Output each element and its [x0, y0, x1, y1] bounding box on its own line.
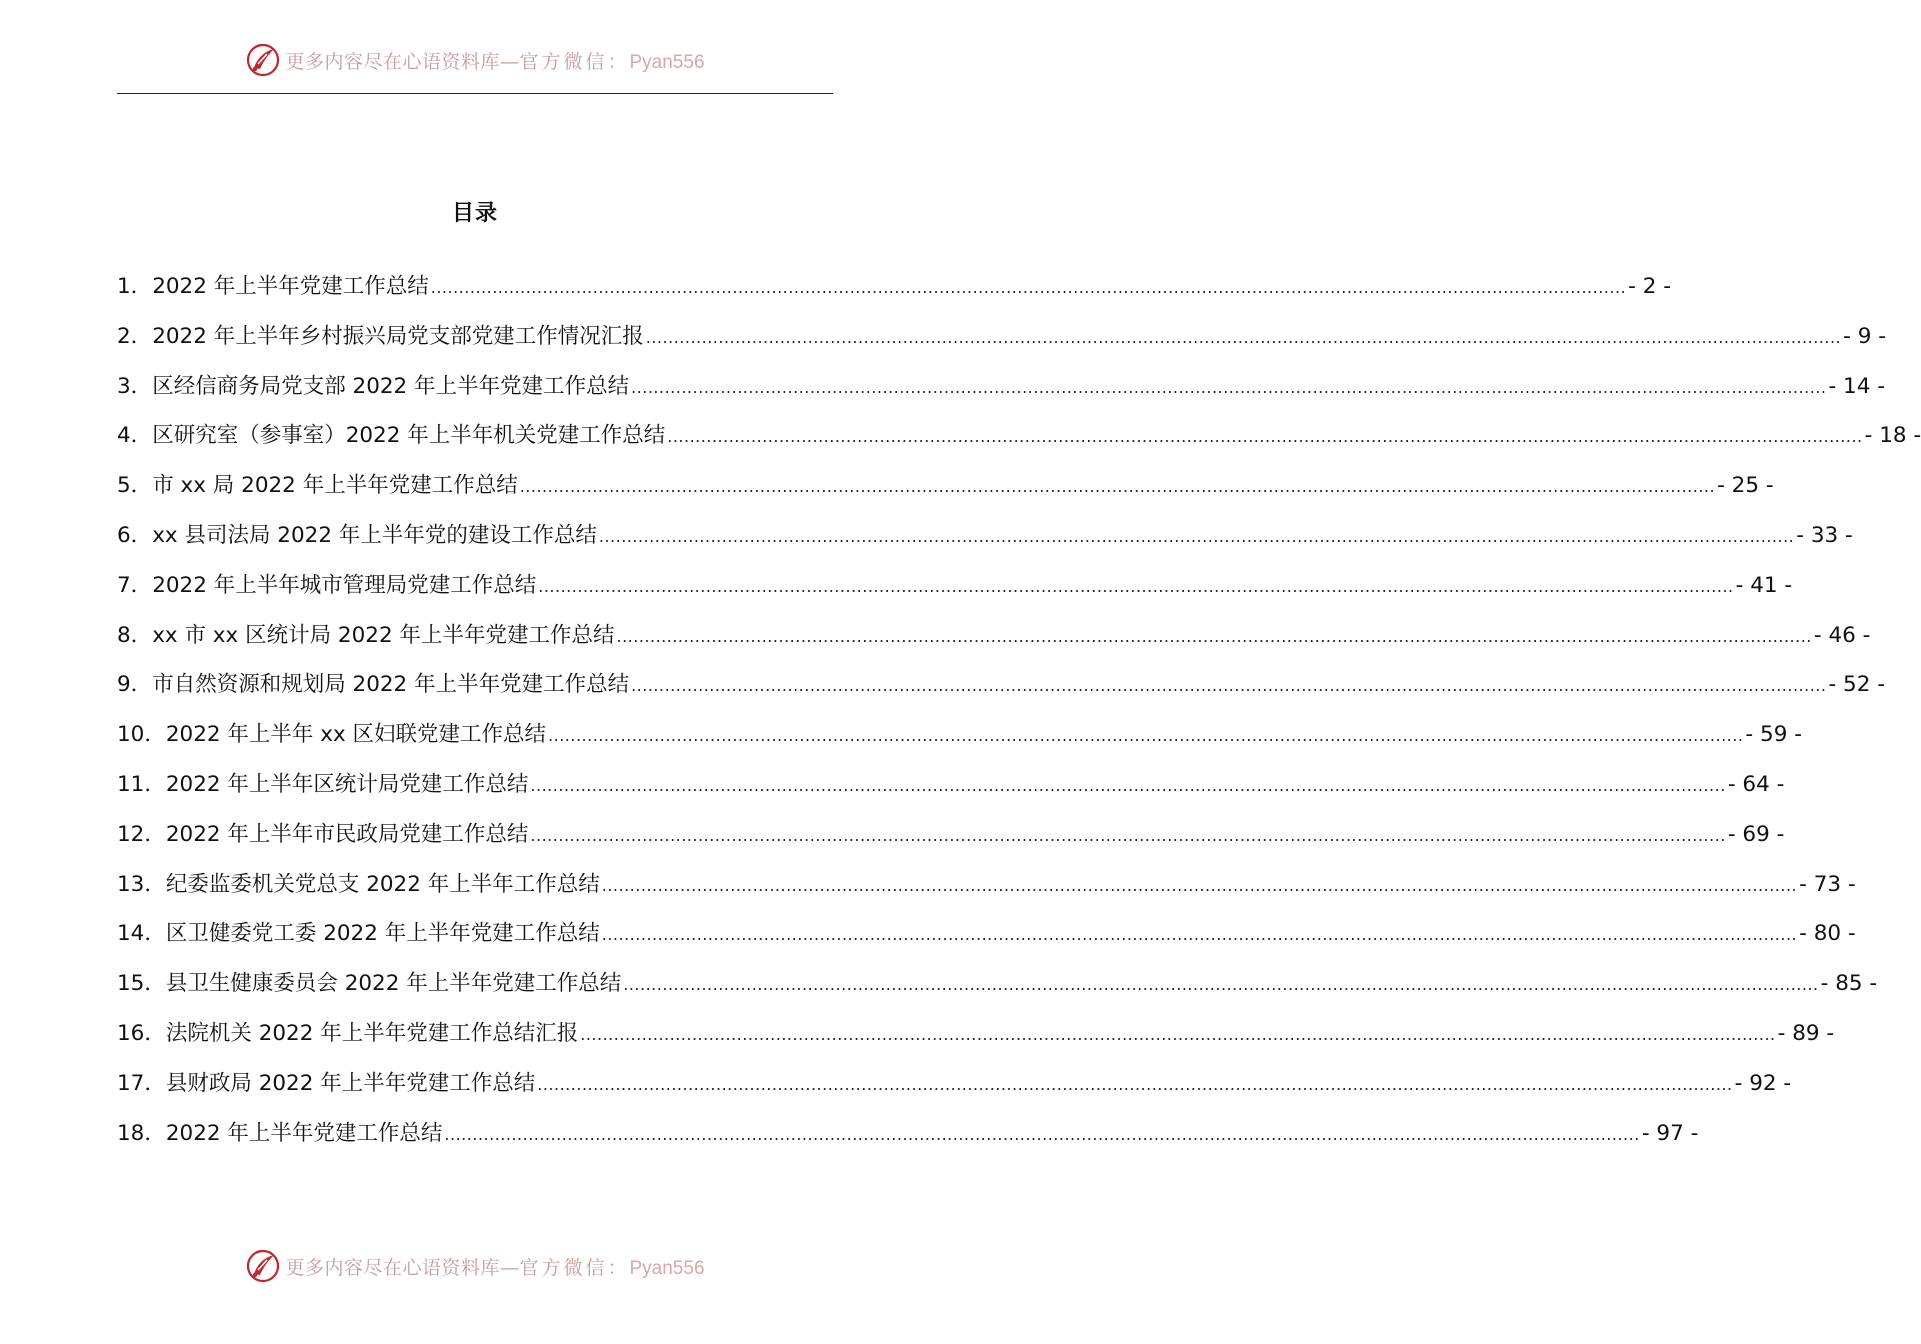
toc-entry-page: - 97 -	[1641, 1120, 1699, 1146]
toc-entry-page: - 64 -	[1727, 771, 1785, 797]
toc-entry[interactable]	[117, 362, 1886, 412]
toc-entry[interactable]	[117, 1059, 1792, 1109]
toc-entry-number: 15．	[117, 971, 166, 997]
toc-entry-page: - 92 -	[1734, 1070, 1792, 1096]
toc-entry-title: 法院机关 2022 年上半年党建工作总结汇报	[165, 1020, 579, 1046]
toc-dot-leader	[602, 860, 1797, 911]
toc-entry[interactable]	[117, 511, 1853, 561]
toc-entry-title: 县财政局 2022 年上半年党建工作总结	[165, 1070, 536, 1096]
header-banner-text	[285, 47, 704, 74]
toc-entry-number: 11．	[117, 771, 166, 797]
toc-entry-title: 区研究室（参事室）2022 年上半年机关党建工作总结	[152, 423, 666, 449]
toc-dot-leader	[580, 1009, 1775, 1060]
toc-entry-page: - 33 -	[1796, 522, 1853, 548]
header-banner	[0, 38, 950, 82]
toc-entry-number: 7．	[117, 572, 153, 598]
toc-entry-page: - 89 -	[1777, 1020, 1835, 1046]
toc-entry-page: - 18 -	[1864, 423, 1921, 449]
toc-dot-leader	[602, 909, 1797, 960]
toc-entry-number: 12．	[117, 821, 166, 847]
toc-entry[interactable]	[117, 959, 1878, 1009]
toc-entry-title: xx 县司法局 2022 年上半年党的建设工作总结	[152, 522, 597, 548]
toc-entry-number: 1．	[117, 274, 153, 299]
toc-entry-page: - 52 -	[1828, 672, 1886, 698]
toc-entry-title: 市 xx 局 2022 年上半年党建工作总结	[152, 473, 518, 499]
toc-entry-title: xx 市 xx 区统计局 2022 年上半年党建工作总结	[152, 622, 615, 648]
toc-entry[interactable]	[117, 411, 1921, 461]
toc-dot-leader	[646, 312, 1841, 363]
toc-entry-number: 17．	[117, 1070, 166, 1096]
toc-entry-number: 13．	[117, 871, 166, 897]
toc-entry-number: 5．	[117, 473, 153, 499]
toc-entry-number: 10．	[117, 722, 166, 748]
toc-entry-title: 2022 年上半年 xx 区妇联党建工作总结	[165, 722, 547, 748]
toc-entry-page: - 25 -	[1717, 473, 1774, 499]
toc-entry-page: - 14 -	[1828, 373, 1886, 399]
toc-entry-page: - 73 -	[1799, 871, 1856, 897]
toc-dot-leader	[431, 262, 1626, 313]
toc-entry[interactable]	[117, 909, 1856, 959]
footer-banner-id: Pyan556	[629, 1257, 705, 1279]
toc-entry-title: 县卫生健康委员会 2022 年上半年党建工作总结	[165, 971, 622, 997]
toc-entry-title: 区卫健委党工委 2022 年上半年党建工作总结	[165, 921, 600, 947]
toc-entry-number: 9．	[117, 672, 153, 698]
toc-dot-leader	[520, 461, 1715, 512]
toc-entry-title: 2022 年上半年乡村振兴局党支部党建工作情况汇报	[152, 323, 644, 349]
page-title: 目录	[451, 201, 498, 226]
toc-entry-number: 16．	[117, 1020, 166, 1046]
toc-entry-title: 2022 年上半年党建工作总结	[165, 1120, 443, 1146]
toc-dot-leader	[631, 362, 1826, 413]
toc-dot-leader	[616, 611, 1811, 662]
table-of-contents	[117, 262, 1921, 1158]
toc-entry-page: - 59 -	[1745, 722, 1802, 748]
toc-entry[interactable]	[117, 710, 1802, 760]
toc-entry-number: 8．	[117, 622, 153, 648]
toc-entry[interactable]	[117, 461, 1774, 511]
toc-entry-title: 纪委监委机关党总支 2022 年上半年工作总结	[165, 871, 600, 897]
toc-entry-number: 14．	[117, 921, 166, 947]
toc-entry[interactable]	[117, 1009, 1835, 1059]
toc-entry-page: - 85 -	[1820, 971, 1878, 997]
header-banner-cn: 更多内容尽在心语资料库—	[285, 50, 520, 73]
toc-entry-title: 区经信商务局党支部 2022 年上半年党建工作总结	[152, 373, 630, 399]
toc-dot-leader	[623, 959, 1818, 1010]
toc-entry-number: 3．	[117, 373, 153, 399]
toc-entry[interactable]	[117, 660, 1886, 710]
header-banner-wechat: 官方微信：	[519, 50, 630, 73]
toc-entry[interactable]	[117, 810, 1785, 860]
toc-dot-leader	[631, 660, 1826, 711]
brand-logo-icon	[245, 42, 281, 78]
toc-entry[interactable]	[117, 860, 1856, 910]
toc-entry[interactable]	[117, 611, 1871, 661]
footer-banner	[0, 1244, 950, 1288]
toc-entry[interactable]	[117, 262, 1672, 312]
toc-entry-page: - 9 -	[1843, 323, 1887, 349]
toc-dot-leader	[530, 810, 1725, 861]
toc-dot-leader	[530, 760, 1725, 811]
toc-entry-number: 6．	[117, 522, 153, 548]
toc-entry-number: 18．	[117, 1120, 166, 1146]
toc-entry-page: - 41 -	[1735, 572, 1793, 598]
footer-banner-text	[285, 1253, 704, 1280]
header-banner-id: Pyan556	[629, 51, 705, 73]
toc-entry[interactable]	[117, 760, 1785, 810]
footer-banner-cn: 更多内容尽在心语资料库—	[285, 1256, 520, 1279]
toc-entry-page: - 80 -	[1799, 921, 1856, 947]
footer-banner-wechat: 官方微信：	[519, 1256, 630, 1279]
toc-entry-title: 2022 年上半年区统计局党建工作总结	[165, 771, 529, 797]
toc-entry-title: 市自然资源和规划局 2022 年上半年党建工作总结	[152, 672, 630, 698]
toc-dot-leader	[538, 561, 1733, 612]
toc-dot-leader	[548, 710, 1743, 761]
toc-entry[interactable]	[117, 312, 1887, 362]
brand-logo-icon	[245, 1248, 281, 1284]
toc-entry-page: - 2 -	[1628, 274, 1672, 299]
toc-dot-leader	[599, 511, 1794, 562]
toc-entry-title: 2022 年上半年党建工作总结	[152, 274, 429, 299]
toc-entry-page: - 46 -	[1813, 622, 1871, 648]
toc-dot-leader	[444, 1109, 1639, 1160]
toc-entry-number: 2．	[117, 323, 153, 349]
toc-entry-number: 4．	[117, 423, 153, 449]
toc-entry-title: 2022 年上半年城市管理局党建工作总结	[152, 572, 537, 598]
toc-dot-leader	[667, 411, 1862, 462]
toc-entry-title: 2022 年上半年市民政局党建工作总结	[165, 821, 529, 847]
toc-entry[interactable]	[117, 561, 1793, 611]
toc-entry-page: - 69 -	[1727, 821, 1785, 847]
header-rule	[117, 93, 833, 94]
toc-entry[interactable]	[117, 1109, 1699, 1159]
toc-dot-leader	[537, 1059, 1732, 1110]
